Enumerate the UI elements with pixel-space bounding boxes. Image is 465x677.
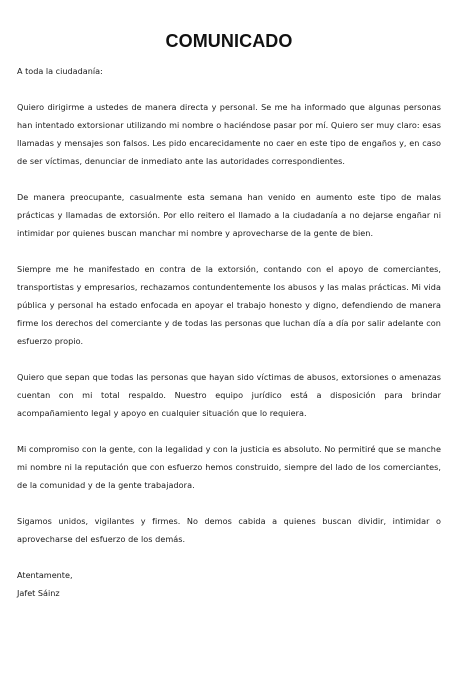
document-title: COMUNICADO <box>165 31 293 51</box>
paragraph-4: Quiero que sepan que todas las personas que hayan sido víctimas de abusos, extorsiones o amenazas cuentan con mi total respaldo. Nuestro equipo jurídico está a disposición para brindar acompañamiento legal y apoyo en cualquier situación que lo requiera. <box>17 372 441 418</box>
signature-name: Jafet Sáinz <box>17 588 60 598</box>
closing-text: Atentamente, <box>17 570 73 580</box>
salutation: A toda la ciudadanía: <box>17 66 103 76</box>
paragraph-6: Sigamos unidos, vigilantes y firmes. No demos cabida a quienes buscan dividir, intimidar o aprovecharse del esfuerzo de los demás. <box>17 516 441 544</box>
paragraph-5: Mi compromiso con la gente, con la legalidad y con la justicia es absoluto. No permitiré que se manche mi nombre ni la reputación que con esfuerzo hemos construido, siempre del lado de los comerciantes, de la comunidad y de la gente trabajadora. <box>17 444 441 490</box>
paragraph-3: Siempre me he manifestado en contra de la extorsión, contando con el apoyo de comerciantes, transportistas y empresarios, rechazamos contundentemente los abusos y las malas prácticas. Mi vida pública y personal ha estado enfocada en apoyar el trabajo honesto y digno, defendiendo de manera firme los derechos del comerciante y de todas las personas que luchan día a día por salir adelante con esfuerzo propio. <box>17 264 441 346</box>
paragraph-1: Quiero dirigirme a ustedes de manera directa y personal. Se me ha informado que algunas personas han intentado extorsionar utilizando mi nombre o haciéndose pasar por mí. Quiero ser muy claro: esas llamadas y mensajes son falsos. Les pido encarecidamente no caer en este tipo de engaños y, en caso de ser víctimas, denunciar de inmediato ante las autoridades correspondientes. <box>17 102 441 166</box>
paragraph-2: De manera preocupante, casualmente esta semana han venido en aumento este tipo de malas prácticas y llamadas de extorsión. Por ello reitero el llamado a la ciudadanía a no dejarse engañar ni intimidar por quienes buscan manchar mi nombre y aprovecharse de la gente de bien. <box>17 192 441 238</box>
